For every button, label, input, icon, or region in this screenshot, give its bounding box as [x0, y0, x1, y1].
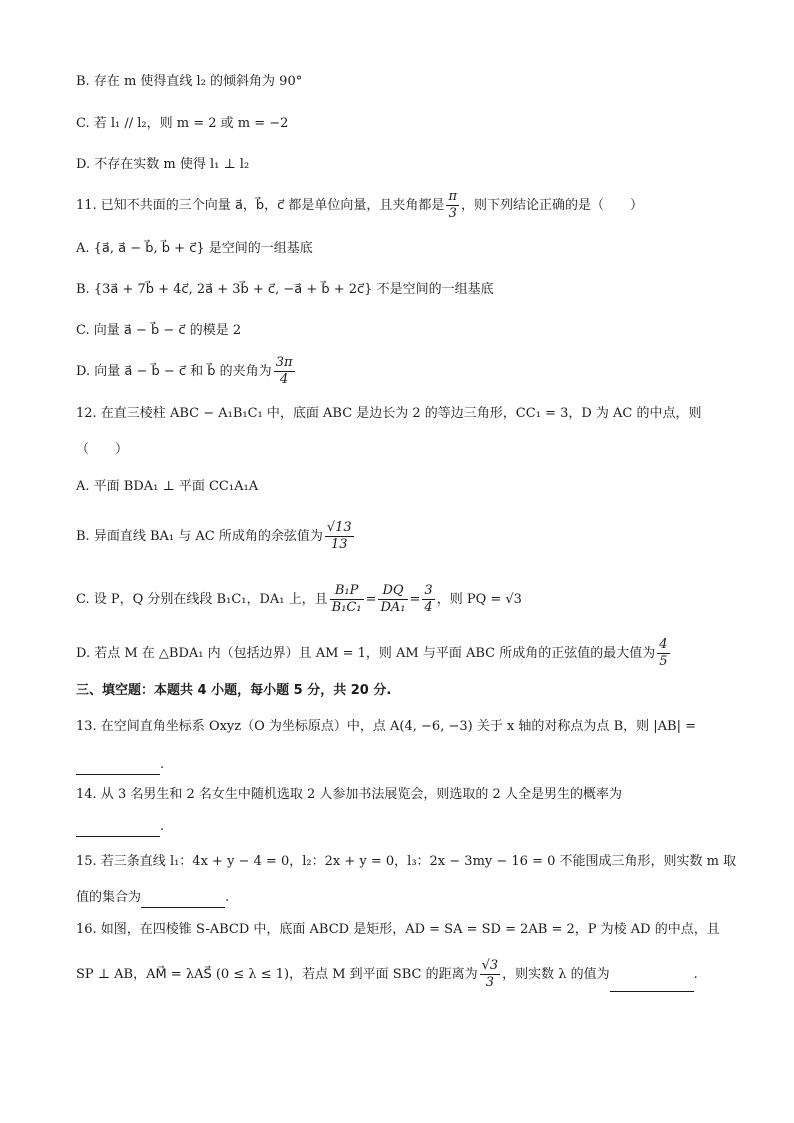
fraction-denominator: 13 — [330, 537, 348, 552]
q15-stem-line1 — [76, 852, 737, 872]
question-text: 13. 在空间直角坐标系 Oxyz（O 为坐标原点）中，点 A(4, −6, −3) 关于 x 轴的对称点为点 B，则 |AB| = — [76, 719, 696, 734]
section-title: 三、填空题：本题共 4 小题，每小题 5 分，共 20 分. — [76, 683, 392, 698]
option-text: D. 不存在实数 m 使得 l₁ ⊥ l₂ — [76, 157, 250, 172]
answer-blank[interactable] — [141, 893, 225, 908]
answer-parentheses: （ ） — [76, 442, 129, 457]
section-heading — [76, 681, 724, 701]
fraction-denominator: 3 — [485, 975, 495, 990]
q11-option-c — [76, 321, 724, 341]
period: . — [160, 819, 165, 834]
fraction-numerator: B₁P — [330, 583, 364, 600]
option-text: D. 向量 a⃗ − b⃗ − c⃗ 和 b⃗ 的夹角为 — [76, 364, 272, 379]
fraction-denominator: 3 — [448, 206, 457, 221]
fraction — [330, 583, 364, 616]
q11-option-a — [76, 239, 724, 259]
q12-stem-line1 — [76, 404, 724, 424]
q12-option-d — [76, 637, 724, 671]
question-text: ，则下列结论正确的是（ ） — [460, 198, 643, 213]
fraction-numerator: 3 — [424, 583, 433, 598]
fraction — [274, 355, 295, 388]
fraction — [422, 583, 434, 616]
option-text: B. {3a⃗ + 7b⃗ + 4c⃗, 2a⃗ + 3b⃗ + c⃗, −a⃗ + b⃗ + 2c⃗} 不是空间的一组基底 — [76, 282, 494, 297]
q12-option-a — [76, 477, 724, 497]
fraction-denominator: 4 — [424, 600, 433, 615]
option-text: ，则 PQ = √3 — [436, 592, 522, 607]
option-text: A. {a⃗, a⃗ − b⃗, b⃗ + c⃗} 是空间的一组基底 — [76, 241, 313, 256]
option-text: A. 平面 BDA₁ ⊥ 平面 CC₁A₁A — [76, 479, 259, 494]
q10-option-c — [76, 114, 724, 134]
period: . — [225, 890, 230, 905]
fraction-numerator: 3π — [275, 355, 293, 370]
option-text: D. 若点 M 在 △BDA₁ 内（包括边界）且 AM = 1，则 AM 与平面 ABC 所成角的正弦值的最大值为 — [76, 646, 656, 661]
option-text: B. 存在 m 使得直线 l₂ 的倾斜角为 90° — [76, 74, 303, 89]
fraction-denominator: B₁C₁ — [331, 600, 362, 615]
question-text: 15. 若三条直线 l₁：4x + y − 4 = 0，l₂：2x + y = 0，l₃：2x − 3my − 16 = 0 不能围成三角形，则实数 m 取 — [76, 854, 737, 869]
q16-stem-line2 — [76, 958, 724, 992]
answer-blank[interactable] — [610, 977, 694, 992]
period: . — [693, 967, 698, 982]
equals-sign: = — [409, 592, 421, 607]
option-text: B. 异面直线 BA₁ 与 AC 所成角的余弦值为 — [76, 529, 323, 544]
question-text: 11. 已知不共面的三个向量 a⃗，b⃗，c⃗ 都是单位向量，且夹角都是 — [76, 198, 445, 213]
q12-option-b — [76, 520, 724, 554]
question-text: SP ⊥ AB，AM⃗ = λAS⃗ (0 ≤ λ ≤ 1)，若点 M 到平面 SBC 的距离为 — [76, 967, 478, 982]
q16-stem-line1 — [76, 920, 724, 940]
option-text: C. 向量 a⃗ − b⃗ − c⃗ 的模是 2 — [76, 323, 242, 338]
fraction-numerator: DQ — [378, 583, 407, 600]
q12-stem-line2 — [76, 440, 724, 460]
q13-stem-line2 — [76, 755, 724, 775]
q14-stem-line1 — [76, 785, 724, 805]
option-text: C. 若 l₁ // l₂，则 m = 2 或 m = −2 — [76, 116, 289, 131]
q10-option-d — [76, 155, 724, 175]
q12-option-c — [76, 583, 724, 617]
question-text: 12. 在直三棱柱 ABC − A₁B₁C₁ 中，底面 ABC 是边长为 2 的等边三角形，CC₁ = 3，D 为 AC 的中点，则 — [76, 406, 702, 421]
fraction-denominator: 5 — [659, 654, 668, 669]
fraction — [657, 637, 669, 670]
question-text: 14. 从 3 名男生和 2 名女生中随机选取 2 人参加书法展览会，则选取的 2 人全是男生的概率为 — [76, 787, 622, 802]
fraction — [446, 189, 459, 222]
fraction-numerator: π — [448, 189, 457, 204]
q11-stem — [76, 189, 724, 223]
q14-stem-line2 — [76, 817, 724, 837]
q11-option-b — [76, 280, 724, 300]
fraction — [480, 958, 501, 991]
equals-sign: = — [365, 592, 377, 607]
question-text: ，则实数 λ 的值为 — [502, 967, 610, 982]
question-text: 16. 如图，在四棱锥 S-ABCD 中，底面 ABCD 是矩形，AD = SA = SD = 2AB = 2，P 为棱 AD 的中点，且 — [76, 922, 720, 937]
fraction — [378, 583, 407, 616]
answer-blank[interactable] — [76, 760, 160, 775]
fraction-numerator: √13 — [326, 520, 352, 535]
q11-option-d — [76, 355, 724, 389]
question-text: 值的集合为 — [76, 890, 142, 905]
period: . — [160, 757, 165, 772]
option-text: C. 设 P，Q 分别在线段 B₁C₁，DA₁ 上，且 — [76, 592, 328, 607]
fraction — [325, 520, 354, 553]
q13-stem-line1 — [76, 717, 724, 737]
answer-blank[interactable] — [76, 822, 160, 837]
q10-option-b — [76, 72, 724, 92]
fraction-numerator: 4 — [659, 637, 668, 652]
fraction-numerator: √3 — [481, 958, 499, 973]
fraction-denominator: 4 — [279, 372, 289, 387]
fraction-denominator: DA₁ — [380, 600, 406, 615]
q15-stem-line2 — [76, 888, 724, 908]
